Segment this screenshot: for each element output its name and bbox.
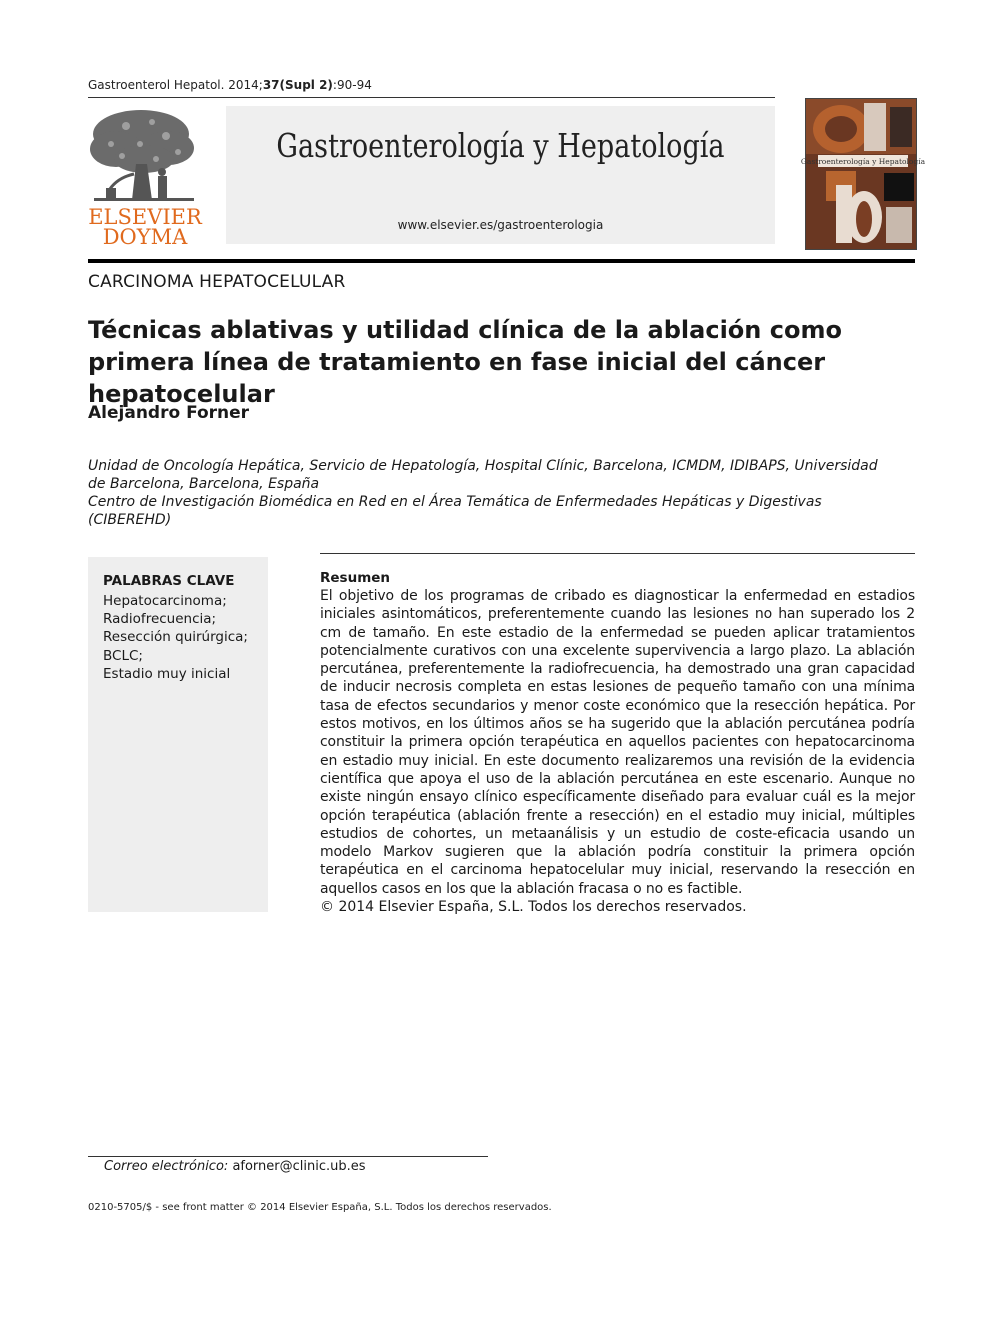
keyword-item: Hepatocarcinoma; [103,593,227,609]
citation-volume: 37 [262,78,280,92]
keyword-item: Radiofrecuencia; [103,611,217,628]
affiliations [88,457,878,529]
journal-banner [226,106,775,244]
abstract-heading: Resumen [320,570,391,586]
abstract-body: El objetivo de los programas de cribado es diagnosticar la enfermedad en estadios iniciales asintomáticos, preferentemente cuando las lesiones no han superado los 2 cm de tamaño. En este estadio de la enfermedad se pueden aplicar tratamientos potencialmente curativos con una excelente supervivencia a largo plazo. La ablación percutánea, preferentemente la radiofrecuencia, ha demostrado una gran capacidad de inducir necrosis completa en estas lesiones de pequeño tamaño con una mínima tasa de efectos secundarios y menor coste económico que la resección hepática. Por estos motivos, en los últimos años se ha sugerido que la ablación percutánea podría constituir la primera opción terapéutica en aquellos pacientes con hepatocarcinoma en estadio muy inicial. En este documento realizaremos una revisión de la evidencia científica que apoya el uso de la ablación percutánea en este escenario. Aunque no existe ningún ensayo clínico específicamente diseñado para evaluar cuál es la mejor opción terapéutica (ablación frente a resección) en el estadio muy inicial, múltiples estudios de cohortes, un metaanálisis y un estudio de coste-eficacia usando un modelo Markov sugieren que la ablación podría constituir la primera opción terapéutica en el carcinoma hepatocelular muy inicial, reservando la resección en aquellos casos en los que la ablación fracasa o no es factible. [320,588,915,897]
section-label: CARCINOMA HEPATOCELULAR [88,272,346,292]
affiliation-2: Centro de Investigación Biomédica en Red en el Área Temática de Enfermedades Hepáticas y Digestivas (CIBEREHD) [88,494,822,528]
svg-text:ELSEVIER: ELSEVIER [88,205,202,229]
email-link[interactable]: aforner@clinic.ub.es [232,1159,366,1174]
keywords-heading: PALABRAS CLAVE [103,573,235,589]
keyword-item: Resección quirúrgica; [103,629,248,646]
svg-text:DOYMA: DOYMA [102,225,188,249]
abstract-divider [320,553,915,554]
keyword-item: BCLC; [103,647,143,664]
email-footnote [104,1159,366,1174]
journal-cover-thumbnail[interactable] [800,98,926,250]
top-divider [88,97,775,98]
elsevier-tree-icon [86,104,204,249]
keywords-list [103,592,248,683]
affiliation-1: Unidad de Oncología Hepática, Servicio de Hepatología, Hospital Clínic, Barcelona, ICMDM, IDIBAPS, Universidad de Barcelona, Barcelona, España [88,458,878,492]
citation-line [88,78,372,92]
citation-journal: Gastroenterol Hepatol. 2014; [88,78,263,92]
citation-supplement: (Supl 2) [279,78,333,92]
cover-image-icon [800,99,926,249]
header-thick-divider [88,259,915,263]
article-title: Técnicas ablativas y utilidad clínica de la ablación como primera línea de tratamiento en fase inicial del cáncer hepatocelular [88,316,842,408]
front-matter-note: 0210-5705/$ - see front matter © 2014 Elsevier España, S.L. Todos los derechos reservados. [88,1202,552,1213]
author-name: Alejandro Forner [88,403,250,423]
abstract-copyright: © 2014 Elsevier España, S.L. Todos los derechos reservados. [320,899,747,915]
citation-pages: :90-94 [332,78,372,92]
journal-url[interactable]: www.elsevier.es/gastroenterologia [397,218,604,232]
keywords-box [88,557,268,912]
svg-text:Gastroenterología y Hepatologí: Gastroenterología y Hepatología [800,157,926,166]
email-label: Correo electrónico: [104,1159,229,1174]
journal-title: Gastroenterología y Hepatología [276,126,725,165]
keyword-item: Estadio muy inicial [103,665,231,682]
footnote-divider [88,1156,488,1157]
elsevier-logo[interactable] [86,104,204,249]
